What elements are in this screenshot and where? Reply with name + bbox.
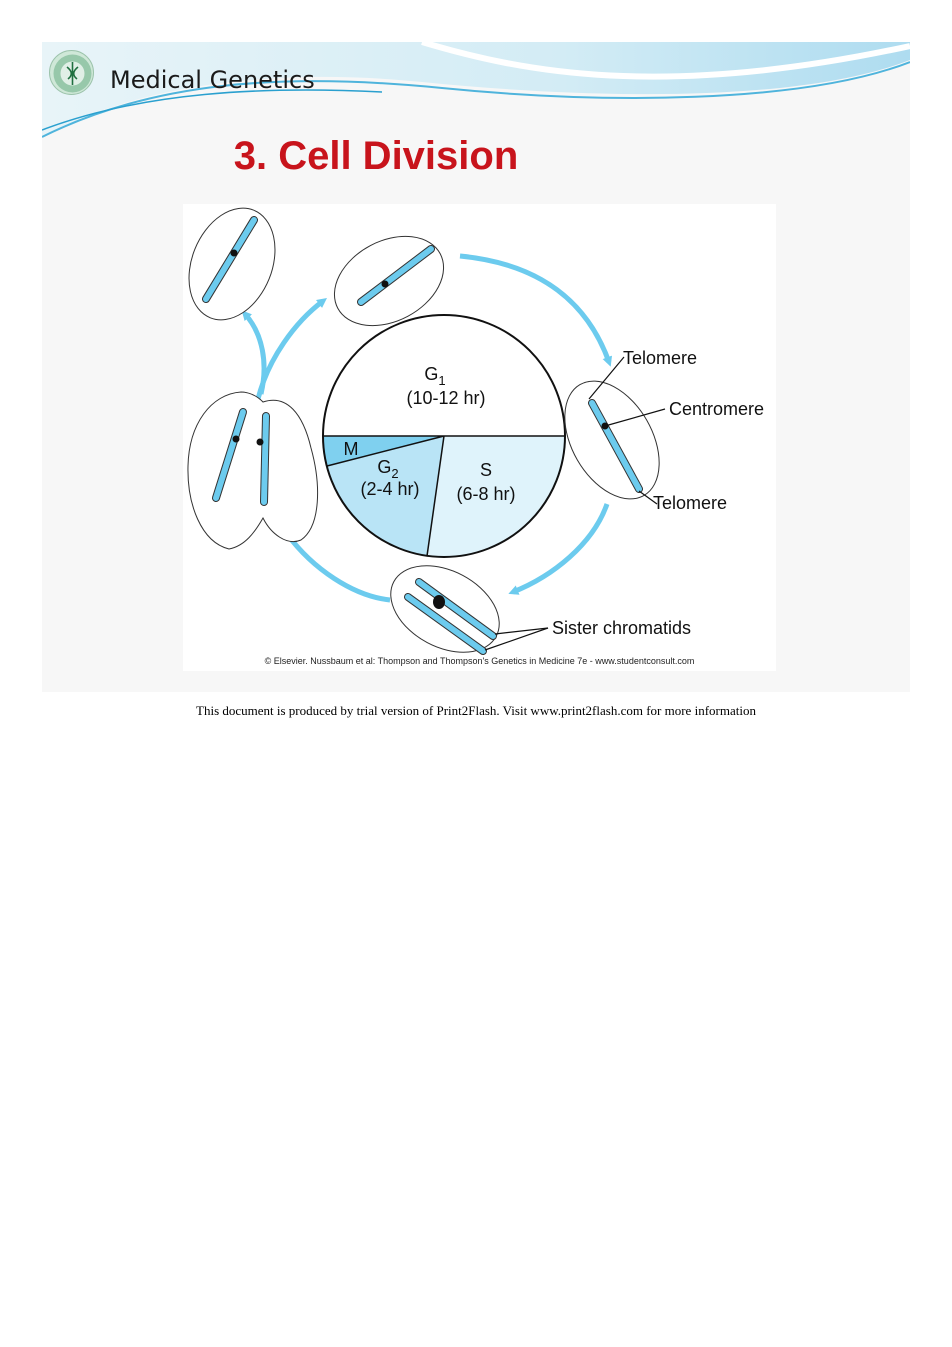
centromere-label: Centromere (669, 399, 765, 419)
cycle-arrow (258, 301, 323, 399)
telomere-bottom-label: Telomere (653, 493, 728, 513)
g2-duration: (2-4 hr) (360, 479, 420, 499)
cell-m (188, 392, 318, 549)
university-seal-icon (49, 50, 94, 95)
phase-circle (323, 315, 565, 557)
g1-duration: (10-12 hr) (406, 388, 486, 408)
slide-title: 3. Cell Division (233, 134, 519, 178)
slide (42, 42, 910, 692)
telomere-top-label: Telomere (623, 348, 698, 368)
trial-notice: This document is produced by trial version of Print2Flash. Visit www.print2flash.com for more information (196, 703, 756, 718)
cell-cycle-figure (183, 204, 776, 671)
cycle-arrow (245, 314, 264, 394)
s-label: S (479, 460, 493, 480)
m-label: M (343, 439, 359, 459)
s-duration: (6-8 hr) (456, 484, 516, 504)
g2-label: $G_2$ (377, 457, 399, 481)
sister-chromatids-label: Sister chromatids (552, 618, 692, 638)
course-title: Medical Genetics (110, 66, 315, 94)
cell-g2 (376, 548, 548, 670)
g1-label: $G_1$ (424, 364, 446, 388)
cycle-arrow (287, 534, 390, 600)
figure-caption: © Elsevier. Nussbaum et al: Thompson and Thompson's Genetics in Medicine 7e - www.studentconsult.com (264, 656, 695, 666)
cell-g1-early (183, 204, 291, 333)
